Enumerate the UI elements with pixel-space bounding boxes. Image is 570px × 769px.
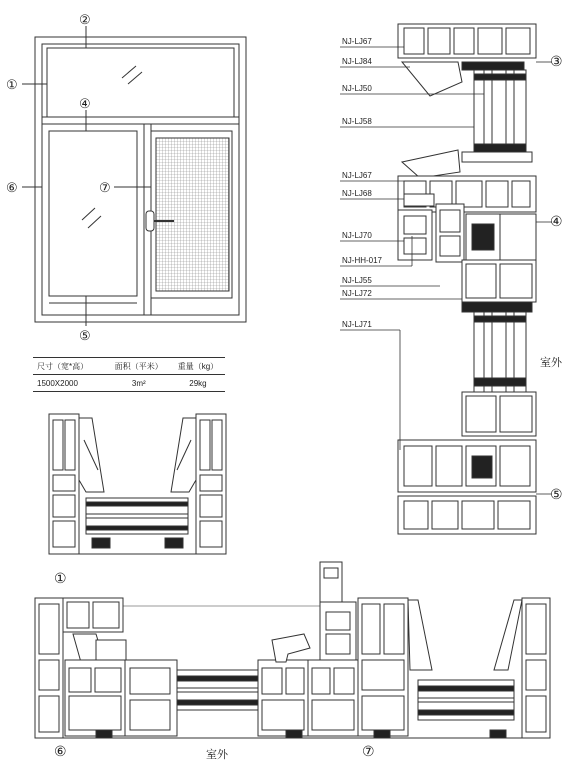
callout-6: ⑥ xyxy=(6,180,18,195)
spec-table xyxy=(33,357,225,392)
section-1-drawing xyxy=(49,414,226,554)
callout-4: ④ xyxy=(79,96,91,111)
label-nj-lj58: NJ-LJ58 xyxy=(342,117,372,126)
vertical-section-marks xyxy=(550,53,563,502)
label-nj-lj50: NJ-LJ50 xyxy=(342,84,372,93)
spec-value-area: 3m² xyxy=(107,375,171,392)
outside-label-bottom: 室外 xyxy=(206,749,228,761)
label-nj-lj72: NJ-LJ72 xyxy=(342,289,372,298)
label-nj-lj67-top: NJ-LJ67 xyxy=(342,37,372,46)
label-nj-hh-017: NJ-HH-017 xyxy=(342,256,383,265)
spec-value-size: 1500X2000 xyxy=(33,375,107,392)
callout-2: ② xyxy=(79,12,91,27)
callout-5: ⑤ xyxy=(79,328,91,343)
section-mark-5: ⑤ xyxy=(550,486,563,502)
label-nj-lj68: NJ-LJ68 xyxy=(342,189,372,198)
spec-header-area: 面积（平米） xyxy=(107,358,171,375)
horizontal-section-drawing xyxy=(35,562,550,738)
window-elevation xyxy=(22,26,246,326)
profile-labels xyxy=(342,37,383,329)
outside-label-right: 室外 xyxy=(540,357,562,369)
section-mark-1: ① xyxy=(54,570,67,586)
spec-table-value-row xyxy=(33,375,225,392)
label-nj-lj70: NJ-LJ70 xyxy=(342,231,372,240)
label-nj-lj84: NJ-LJ84 xyxy=(342,57,372,66)
section-mark-7: ⑦ xyxy=(362,743,375,759)
section-mark-4: ④ xyxy=(550,213,563,229)
section-mark-3: ③ xyxy=(550,53,563,69)
spec-header-size: 尺寸（宽*高） xyxy=(33,358,107,375)
label-nj-lj67-mid: NJ-LJ67 xyxy=(342,171,372,180)
callout-1: ① xyxy=(6,77,18,92)
window-callouts xyxy=(6,12,111,343)
spec-value-weight: 29kg xyxy=(171,375,225,392)
spec-table-header-row xyxy=(33,358,225,375)
spec-header-weight: 重量（kg） xyxy=(171,358,225,375)
label-nj-lj71: NJ-LJ71 xyxy=(342,320,372,329)
vertical-section-drawing xyxy=(398,24,536,534)
label-nj-lj55: NJ-LJ55 xyxy=(342,276,372,285)
callout-7: ⑦ xyxy=(99,180,111,195)
section-mark-6: ⑥ xyxy=(54,743,67,759)
